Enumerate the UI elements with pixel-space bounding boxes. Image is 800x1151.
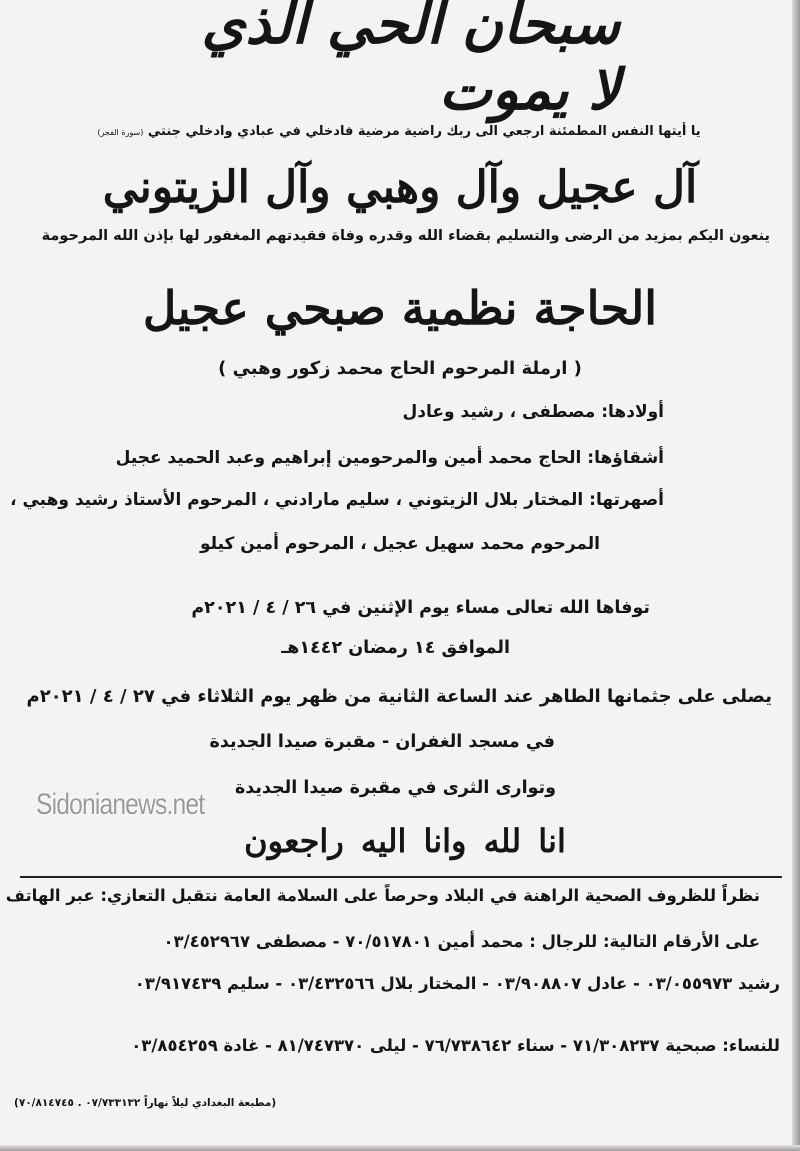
- site-watermark: Sidonianews.net: [36, 788, 205, 821]
- mosque-location: في مسجد الغفران - مقبرة صيدا الجديدة: [209, 732, 555, 752]
- section-divider: [20, 876, 782, 878]
- deceased-name: الحاجة نظمية صبحي عجيل: [142, 281, 658, 335]
- in-laws-line: أصهرتها: المختار بلال الزيتوني ، سليم مارادني ، المرحوم الأستاذ رشيد وهبي ،: [10, 490, 664, 510]
- printer-credit: (مطبعة البغدادي ليلاً نهاراً ٠٧/٧٣٣١٣٢ . ٧٠/٨١٤٧٤٥): [14, 1097, 277, 1109]
- closing-phrase: انا لله وانا اليه راجعون: [244, 822, 566, 860]
- hijri-date: الموافق ١٤ رمضان ١٤٤٢هـ: [281, 638, 510, 658]
- announcement-text: ينعون اليكم بمزيد من الرضى والتسليم بقضاء الله وقدره وفاة فقيدتهم المغفور لها بإذن الله المرحومة: [41, 228, 770, 244]
- widow-of: ( ارملة المرحوم الحاج محمد زكور وهبي ): [218, 358, 582, 379]
- condolence-women-numbers: للنساء: صبحية ٧١/٣٠٨٢٣٧ - سناء ٧٦/٧٣٨٦٤٢ - ليلى ٨١/٧٤٧٣٧٠ - غادة ٠٣/٨٥٤٢٥٩: [131, 1036, 780, 1055]
- prayer-time: يصلى على جثمانها الطاهر عند الساعة الثانية من ظهر يوم الثلاثاء في ٢٧ / ٤ / ٢٠٢١م: [26, 686, 772, 707]
- header-calligraphy: سبحان الحي الذي لا يموت: [201, 0, 620, 123]
- condolence-men-numbers-cont: رشيد ٠٣/٠٥٥٩٧٣ - عادل ٠٣/٩٠٨٨٠٧ - المختار بلال ٠٣/٤٣٢٥٦٦ - سليم ٠٣/٩١٧٤٣٩: [134, 974, 780, 993]
- children-line: أولادها: مصطفى ، رشيد وعادل: [402, 402, 664, 422]
- paper-edge-right: [792, 0, 800, 1151]
- families-heading: آل عجيل وآل وهبي وآل الزيتوني: [102, 162, 698, 213]
- quran-verse: [40, 124, 758, 139]
- paper-edge-bottom: [0, 1145, 800, 1151]
- burial-location: وتوارى الثرى في مقبرة صيدا الجديدة: [234, 778, 556, 798]
- in-laws-continued-line: المرحوم محمد سهيل عجيل ، المرحوم أمين كيلو: [199, 534, 600, 554]
- death-date: توفاها الله تعالى مساء يوم الإثنين في ٢٦ / ٤ / ٢٠٢١م: [191, 598, 650, 618]
- siblings-line: أشقاؤها: الحاج محمد أمين والمرحومين إبراهيم وعبد الحميد عجيل: [115, 448, 664, 468]
- verse-text: يا أيتها النفس المطمئنة ارجعي الى ربك راضية مرضية فادخلي في عبادي وادخلي جنتي: [147, 124, 701, 139]
- verse-reference: (سورة الفجر): [97, 128, 144, 137]
- condolence-men-numbers: على الأرقام التالية: للرجال : محمد أمين ٧٠/٥١٧٨٠١ - مصطفى ٠٣/٤٥٢٩٦٧: [163, 932, 760, 951]
- condolence-notice: نظراً للظروف الصحية الراهنة في البلاد وحرصاً على السلامة العامة نتقبل التعازي: عبر الهاتف: [5, 886, 760, 905]
